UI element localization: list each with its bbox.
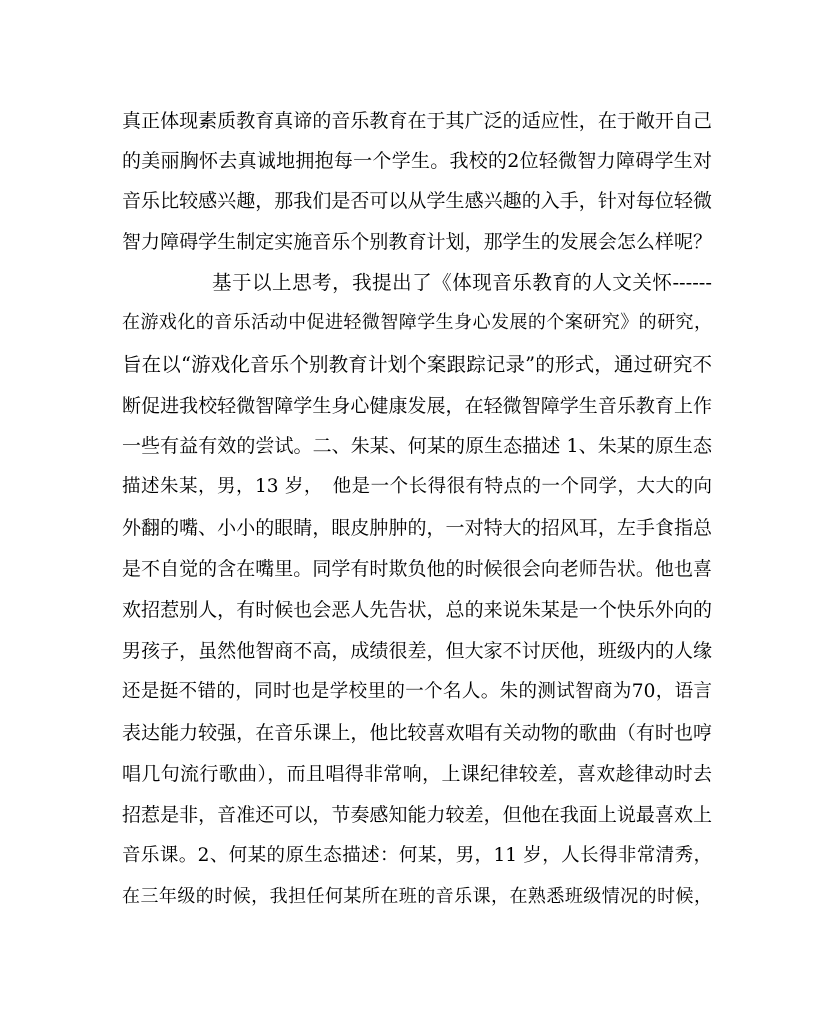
- text-line-20: 在三年级的时候，我担任何某所在班的音乐课，在熟悉班级情况的时候，: [122, 886, 712, 907]
- text-line-2: 的美丽胸怀去真诚地拥抱每一个学生。我校的2位轻微智力障碍学生对: [122, 150, 712, 172]
- text-line-6: 在游戏化的音乐活动中促进轻微智障学生身心发展的个案研究》的研究，: [122, 312, 712, 333]
- text-line-3: 音乐比较感兴趣，那我们是否可以从学生感兴趣的入手，针对每位轻微: [122, 190, 712, 212]
- text-line-7: 旨在以“游戏化音乐个别教育计划个案跟踪记录”的形式，通过研究不: [122, 353, 712, 376]
- text-line-5: 基于以上思考，我提出了《体现音乐教育的人文关怀------: [212, 271, 712, 294]
- text-line-17: 唱几句流行歌曲），而且唱得非常响，上课纪律较差，喜欢趁律动时去: [122, 763, 712, 785]
- text-line-1: 真正体现素质教育真谛的音乐教育在于其广泛的适应性，在于敞开自己: [122, 110, 712, 132]
- text-line-13: 欢招惹别人，有时候也会恶人先告状，总的来说朱某是一个快乐外向的: [122, 599, 712, 621]
- text-line-8: 断促进我校轻微智障学生身心健康发展，在轻微智障学生音乐教育上作: [122, 395, 712, 417]
- text-line-11: 外翻的嘴、小小的眼睛，眼皮肿肿的，一对特大的招风耳，左手食指总: [122, 517, 712, 539]
- text-line-4: 智力障碍学生制定实施音乐个别教育计划，那学生的发展会怎么样呢？: [122, 231, 712, 253]
- text-line-9: 一些有益有效的尝试。二、朱某、何某的原生态描述 1、朱某的原生态: [122, 435, 712, 457]
- text-line-14: 男孩子，虽然他智商不高，成绩很差，但大家不讨厌他，班级内的人缘: [122, 640, 712, 662]
- text-line-18: 招惹是非，音准还可以，节奏感知能力较差，但他在我面上说最喜欢上: [122, 804, 712, 826]
- text-line-10: 描述朱某，男，13 岁， 他是一个长得很有特点的一个同学，大大的向: [122, 476, 712, 497]
- text-line-15: 还是挺不错的，同时也是学校里的一个名人。朱的测试智商为70，语言: [122, 681, 712, 702]
- text-line-16: 表达能力较强，在音乐课上，他比较喜欢唱有关动物的歌曲（有时也哼: [122, 722, 712, 744]
- text-line-12: 是不自觉的含在嘴里。同学有时欺负他的时候很会向老师告状。他也喜: [122, 558, 712, 580]
- text-line-19: 音乐课。2、何某的原生态描述：何某，男，11 岁，人长得非常清秀，: [122, 845, 712, 866]
